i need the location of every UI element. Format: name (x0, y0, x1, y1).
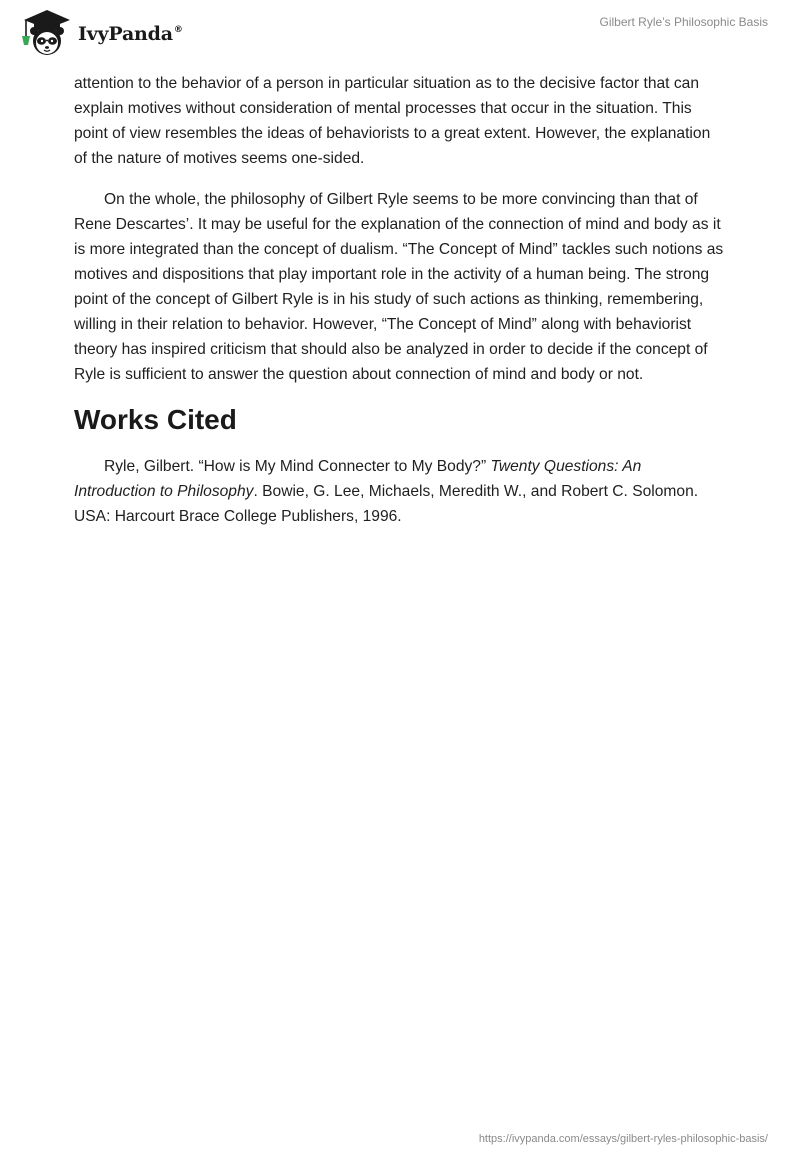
citation-publisher-part: . Bowie, G. Lee, Michaels, Meredith W., and Robert C. Solomon. USA: Harcourt Brace College Publishers, 1996. (74, 483, 699, 525)
body-paragraph-1: attention to the behavior of a person in particular situation as to the decisive factor that can explain motives without consideration of mental processes that occur in the situation. This point of view resembles the ideas of behaviorists to a great extent. However, the explanation of the nature of motives seems one-sided. (74, 75, 711, 167)
body-paragraph-2: On the whole, the philosophy of Gilbert Ryle seems to be more convincing than that of Rene Descartes’. It may be useful for the explanation of the connection of mind and body as it is more integrated than the concept of dualism. “The Concept of Mind” tackles such notions as motives and dispositions that play important role in the activity of a human being. The strong point of the concept of Gilbert Ryle is in his study of such actions as thinking, remembering, willing in their relation to behavior. However, “The Concept of Mind” along with behaviorist theory has inspired criticism that should also be analyzed in order to decide if the concept of Ryle is sufficient to answer the question about connection of mind and body or not. (74, 191, 724, 383)
citation-entry (74, 454, 726, 529)
citation-author-part: Ryle, Gilbert. “How is My Mind Connecter to My Body?” (104, 458, 491, 475)
logo-text: IvyPanda® (78, 23, 183, 45)
running-title: Gilbert Ryle’s Philosophic Basis (599, 15, 768, 29)
page-header (0, 0, 800, 70)
panda-graduation-icon (16, 9, 72, 57)
ivypanda-logo[interactable] (16, 9, 183, 57)
works-cited-heading: Works Cited (74, 404, 237, 435)
source-url[interactable]: https://ivypanda.com/essays/gilbert-ryles-philosophic-basis/ (478, 1133, 768, 1145)
essay-content (74, 71, 726, 545)
registered-mark: ® (173, 25, 183, 35)
citation-book-title: Twenty Questions: An Introduction to Philosophy (74, 458, 642, 500)
